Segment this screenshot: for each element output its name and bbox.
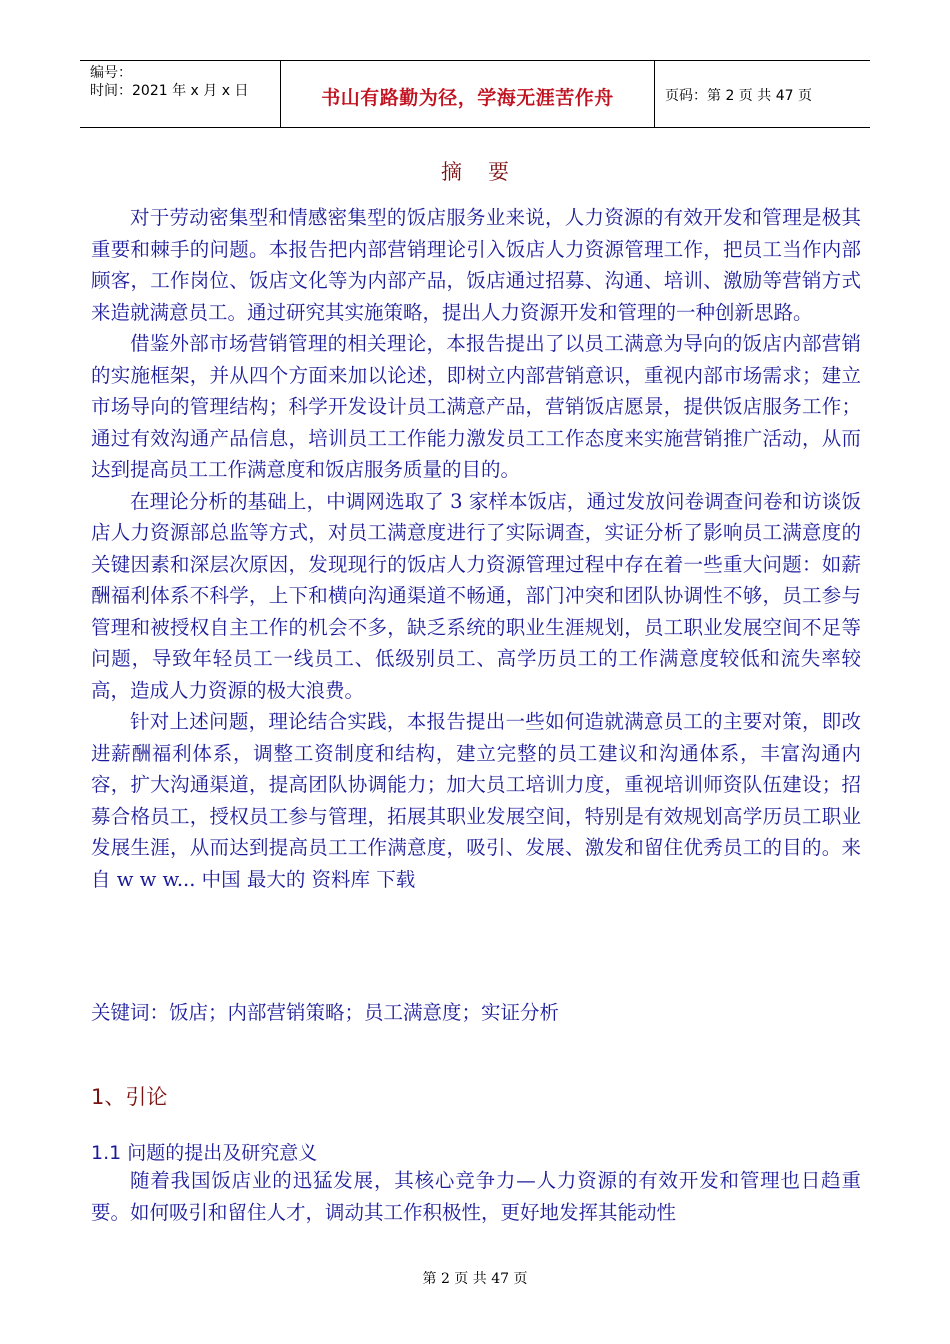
abstract-title: 摘要 <box>441 160 535 184</box>
header-meta-cell <box>80 61 281 127</box>
abstract-paragraph: 针对上述问题，理论结合实践，本报告提出一些如何造就满意员工的主要对策，即改进薪酬福利体系，调整工资制度和结构，建立完整的员工建议和沟通体系，丰富沟通内容，扩大沟通渠道，提高团队协调能力；加大员工培训力度，重视培训师资队伍建设；招募合格员工，授权员工参与管理，拓展其职业发展空间，特别是有效规划高学历员工职业发展生涯，从而达到提高员工工作满意度，吸引、发展、激发和留住优秀员工的目的。来 自 w w w... 中国 最大的 资料库 下载 <box>91 710 861 891</box>
abstract-paragraph: 对于劳动密集型和情感密集型的饭店服务业来说，人力资源的有效开发和管理是极其重要和棘手的问题。本报告把内部营销理论引入饭店人力资源管理工作，把员工当作内部顾客，工作岗位、饭店文化等为内部产品，饭店通过招募、沟通、培训、激励等营销方式来造就满意员工。通过研究其实施策略，提出人力资源开发和管理的一种创新思路。 <box>91 206 861 324</box>
intro-paragraph: 随着我国饭店业的迅猛发展，其核心竞争力—人力资源的有效开发和管理也日趋重要。如何吸引和留住人才，调动其工作积极性，更好地发挥其能动性 <box>91 1169 861 1224</box>
page-header <box>80 60 870 128</box>
section-heading: 1、引论 <box>91 1085 168 1109</box>
abstract-body <box>91 202 861 895</box>
header-page-cell <box>655 61 870 127</box>
abstract-paragraph: 借鉴外部市场营销管理的相关理论，本报告提出了以员工满意为导向的饭店内部营销的实施框架，并从四个方面来加以论述，即树立内部营销意识，重视内部市场需求；建立市场导向的管理结构；科学开发设计员工满意产品，营销饭店愿景，提供饭店服务工作；通过有效沟通产品信息，培训员工工作能力激发员工工作态度来实施营销推广活动，从而达到提高员工工作满意度和饭店服务质量的目的。 <box>91 332 861 481</box>
header-motto: 书山有路勤为径，学海无涯苦作舟 <box>321 87 614 109</box>
page-footer: 第 2 页 共 47 页 <box>422 1271 528 1287</box>
header-page-info: 页码：第 2 页 共 47 页 <box>665 88 812 104</box>
document-time-label: 时间：2021 年 x 月 x 日 <box>90 83 249 99</box>
abstract-paragraph: 在理论分析的基础上，中调网选取了 3 家样本饭店，通过发放问卷调查问卷和访谈饭店人力资源部总监等方式，对员工满意度进行了实际调查，实证分析了影响员工满意度的关键因素和深层次原因，发现现行的饭店人力资源管理过程中存在着一些重大问题：如薪酬福利体系不科学，上下和横向沟通渠道不畅通，部门冲突和团队协调性不够，员工参与管理和被授权自主工作的机会不多，缺乏系统的职业生涯规划，员工职业发展空间不足等问题，导致年轻员工一线员工、低级别员工、高学历员工的工作满意度较低和流失率较高，造成人力资源的极大浪费。 <box>91 489 861 702</box>
header-motto-cell <box>281 61 655 127</box>
keywords-line: 关键词：饭店；内部营销策略；员工满意度；实证分析 <box>91 1001 560 1024</box>
subsection-heading: 1.1 问题的提出及研究意义 <box>91 1142 318 1164</box>
document-number-label: 编号： <box>90 65 132 81</box>
intro-body <box>91 1165 861 1228</box>
